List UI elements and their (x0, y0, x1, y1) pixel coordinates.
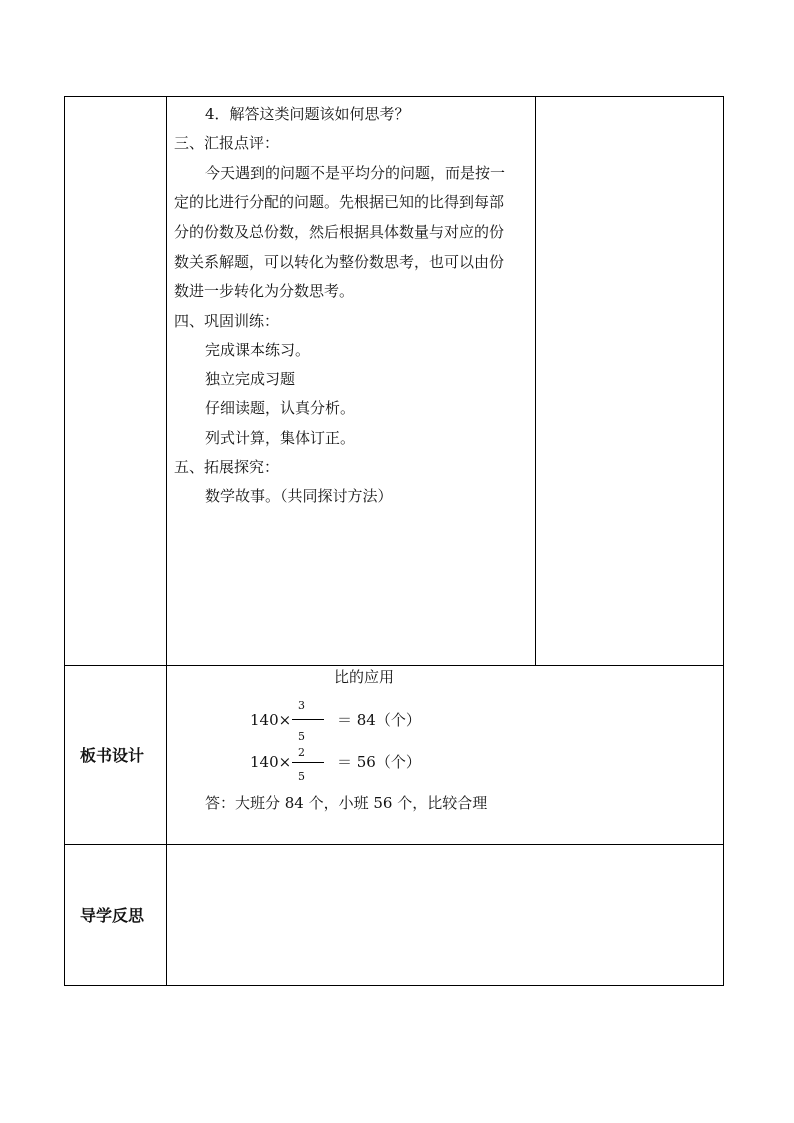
eq1-numerator: 3 (298, 699, 305, 712)
table-border-row1 (64, 665, 724, 666)
table-border-right (723, 96, 724, 986)
eq2-numerator: 2 (298, 746, 305, 759)
eq2-base: 140× (250, 753, 292, 771)
text-line-explore1: 数学故事。（共同探讨方法） (205, 487, 393, 505)
text-line-report-heading: 三、汇报点评： (174, 134, 280, 152)
text-line-practice2: 独立完成习题 (205, 370, 296, 388)
text-line-para3: 分的份数及总份数，然后根据具体数量与对应的份 (174, 223, 505, 241)
board-design-heading: 板书设计 (80, 746, 145, 765)
table-border-bottom (64, 985, 724, 986)
table-border-left (64, 96, 65, 986)
reflection-heading: 导学反思 (80, 906, 145, 925)
board-answer: 答：大班分 84 个，小班 56 个，比较合理 (205, 794, 488, 812)
reflection-content-area (167, 845, 723, 985)
text-line-para5: 数进一步转化为分数思考。 (174, 282, 355, 300)
eq1-base: 140× (250, 711, 292, 729)
text-line-explore-heading: 五、拓展探究： (174, 458, 280, 476)
table-border-col2 (535, 96, 536, 666)
board-title: 比的应用 (334, 668, 395, 686)
text-line-practice3: 仔细读题，认真分析。 (205, 399, 356, 417)
eq1-denominator: 5 (298, 730, 305, 743)
text-line-practice1: 完成课本练习。 (205, 341, 311, 359)
eq1-result: ＝ 84（个） (337, 711, 421, 729)
table-border-top (64, 96, 724, 97)
text-line-q4: 4．解答这类问题该如何思考？ (205, 105, 410, 123)
text-line-practice4: 列式计算，集体订正。 (205, 429, 356, 447)
text-line-para1: 今天遇到的问题不是平均分的问题，而是按一 (205, 164, 506, 182)
eq1-fraction-bar (292, 719, 324, 720)
text-line-para4: 数关系解题，可以转化为整份数思考，也可以由份 (174, 253, 505, 271)
eq2-denominator: 5 (298, 770, 305, 783)
text-line-para2: 定的比进行分配的问题。先根据已知的比得到每部 (174, 193, 505, 211)
eq2-fraction-bar (292, 762, 324, 763)
eq2-result: ＝ 56（个） (337, 753, 421, 771)
text-line-practice-heading: 四、巩固训练： (174, 312, 280, 330)
